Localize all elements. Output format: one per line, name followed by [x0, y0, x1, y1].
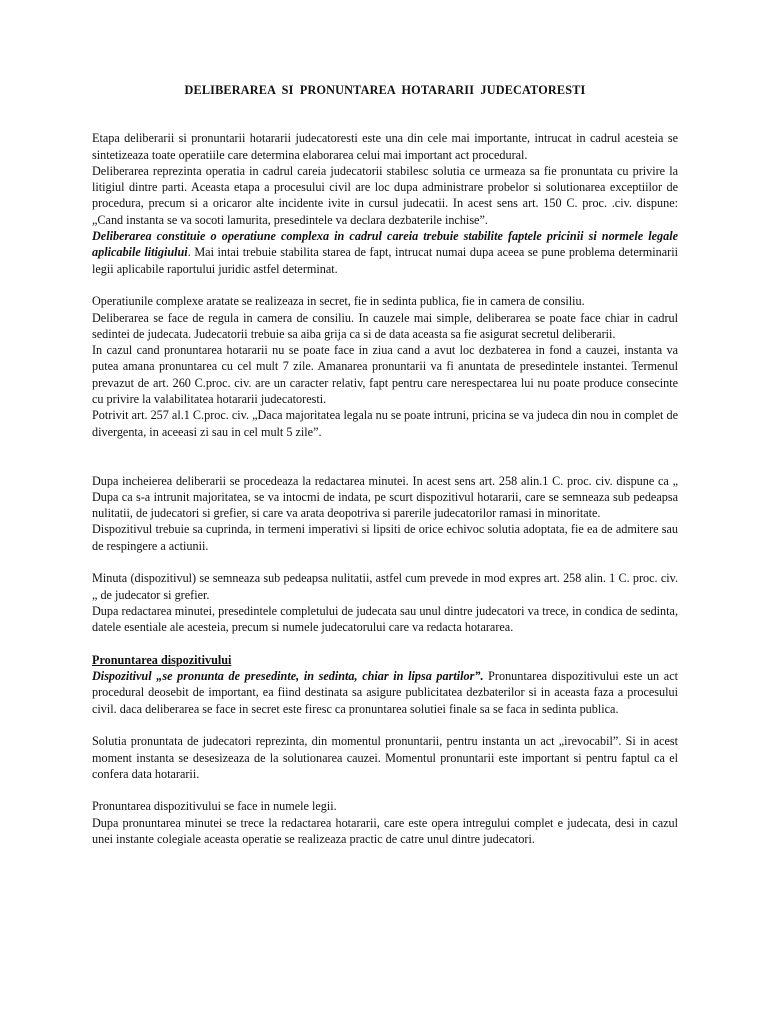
paragraph-pronuntare	[92, 668, 678, 717]
paragraph-semnare-minuta: Minuta (dispozitivul) se semneaza sub pedeapsa nulitatii, astfel cum prevede in mod expres art. 258 alin. 1 C. proc. civ.„ de judecator si grefier.	[92, 571, 678, 602]
paragraph-dispozitiv: Dispozitivul trebuie sa cuprinda, in termeni imperativi si lipsiti de orice echivoc solutia adoptata, fie ea de admitere sau de respingere a actiunii.	[92, 522, 678, 553]
spacer	[92, 440, 678, 473]
paragraph-operatiuni: Operatiunile complexe aratate se realizeaza in secret, fie in sedinta publica, fie in camera de consiliu.	[92, 294, 585, 309]
paragraph-continuation: Pronuntarea dispozitivului este un act procedural deosebit de important, ea fiind destinata sa asigure publicitatea dezbaterilor si in aceasta faza a procesului civil. daca deliberarea se face in secret este firesc ca pronuntarea solutiei finale sa se faca in sedinta publica.	[92, 669, 678, 716]
paragraph-intro: Etapa deliberarii si pronuntarii hotararii judecatoresti este una din cele mai importante, intrucat in cadrul acesteia se sintetizeaza toate operatiile care determina elaborarea celui mai important act procedural.	[92, 131, 678, 162]
paragraph-deliberarea-definition: Deliberarea reprezinta operatia in cadrul careia judecatorii stabilesc solutia ce urmeaza sa fie pronuntata cu privire la litigiul dintre parti. Aceasta etapa a procesului civil are loc dupa administrare probelor si solutionarea exceptiilor de procedura, precum si a oricaror alte incidente ivite in cursul judecatii. In acest sens art. 150 C. proc. .civ. dispune: „Cand instanta se va socoti lamurita, presedintele va declara dezbaterile inchise”.	[92, 163, 678, 227]
document-page	[92, 82, 678, 847]
spacer	[92, 554, 678, 570]
spacer	[92, 636, 678, 652]
paragraph-continuation: . Mai intai trebuie stabilita starea de fapt, intrucat numai dupa aceea se pune problema determinarii legii aplicabile raportului juridic astfel determinat.	[92, 245, 679, 276]
bold-italic-statement: Deliberarea constituie o operatiune complexa in cadrul careia trebuie stabilite faptele pricinii si normele legale aplicabile litigiului	[92, 229, 678, 260]
paragraph-art-257: Potrivit art. 257 al.1 C.proc. civ. „Daca majoritatea legala nu se poate intruni, pricina se va judeca din nou in complet de divergenta, in aceeasi zi sau in cel mult 5 zile”.	[92, 408, 678, 439]
paragraph-minuta: Dupa incheierea deliberarii se procedeaza la redactarea minutei. In acest sens art. 258 alin.1 C. proc. civ. dispune ca „ Dupa ca s-a intrunit majoritatea, se va intocmi de indata, pe scurt dispozitivul hotararii, care se semneaza sub pedeapsa nulitatii, de judecatori si grefier, si care va arata deopotriva si parerile judecatorilor ramasi in minoritate.	[92, 473, 678, 521]
paragraph-deliberarea-complexa	[92, 228, 678, 277]
spacer	[92, 717, 678, 733]
paragraph-redactare-minuta: Dupa redactarea minutei, presedintele completului de judecata sau unul dintre judecatori va trece, in condica de sedinta, datele esentiale ale acesteia, precum si numele judecatorului care va redacta hotararea.	[92, 603, 678, 635]
spacer	[92, 782, 678, 798]
paragraph-camera-consiliu: Deliberarea se face de regula in camera de consiliu. In cauzele mai simple, deliberarea se poate face chiar in cadrul sedintei de judecata. Judecatorii trebuie sa aiba grija ca si de data aceasta sa fie asigurat secretul deliberarii.	[92, 310, 678, 341]
spacer	[92, 277, 678, 293]
document-title: DELIBERAREA SI PRONUNTAREA HOTARARII JUDECATORESTI	[184, 83, 586, 97]
section-heading-pronuntarea: Pronuntarea dispozitivului	[92, 652, 232, 667]
paragraph-solutia-irevocabila: Solutia pronuntata de judecatori reprezinta, din momentul pronuntarii, pentru instanta un act „irevocabil”. Si in acest moment instanta se desesizeaza de la solutionarea cauzei. Momentul pronuntarii este important si pentru faptul ca el confera data hotararii.	[92, 734, 678, 781]
bold-italic-statement: Dispozitivul „se pronunta de presedinte, in sedinta, chiar in lipsa partilor”.	[92, 669, 484, 684]
paragraph-redactare-hotarare: Dupa pronuntarea minutei se trece la redactarea hotararii, care este opera intregului complet e judecata, desi in cazul unei instante colegiale aceasta operatie se realizeaza practic de catre unul dintre judecatori.	[92, 815, 678, 847]
paragraph-numele-legii: Pronuntarea dispozitivului se face in numele legii.	[92, 799, 337, 814]
paragraph-amanare: In cazul cand pronuntarea hotararii nu se poate face in ziua cand a avut loc dezbaterea in fond a cauzei, instanta va putea amana pronuntarea cu cel mult 7 zile. Amanarea pronuntarii va fi anuntata de presedintele instantei. Termenul prevazut de art. 260 C.proc. civ. are un caracter relativ, fapt pentru care nerespectarea lui nu poate produce consecinte cu privire la valabilitatea hotararii judecatoresti.	[92, 343, 678, 407]
